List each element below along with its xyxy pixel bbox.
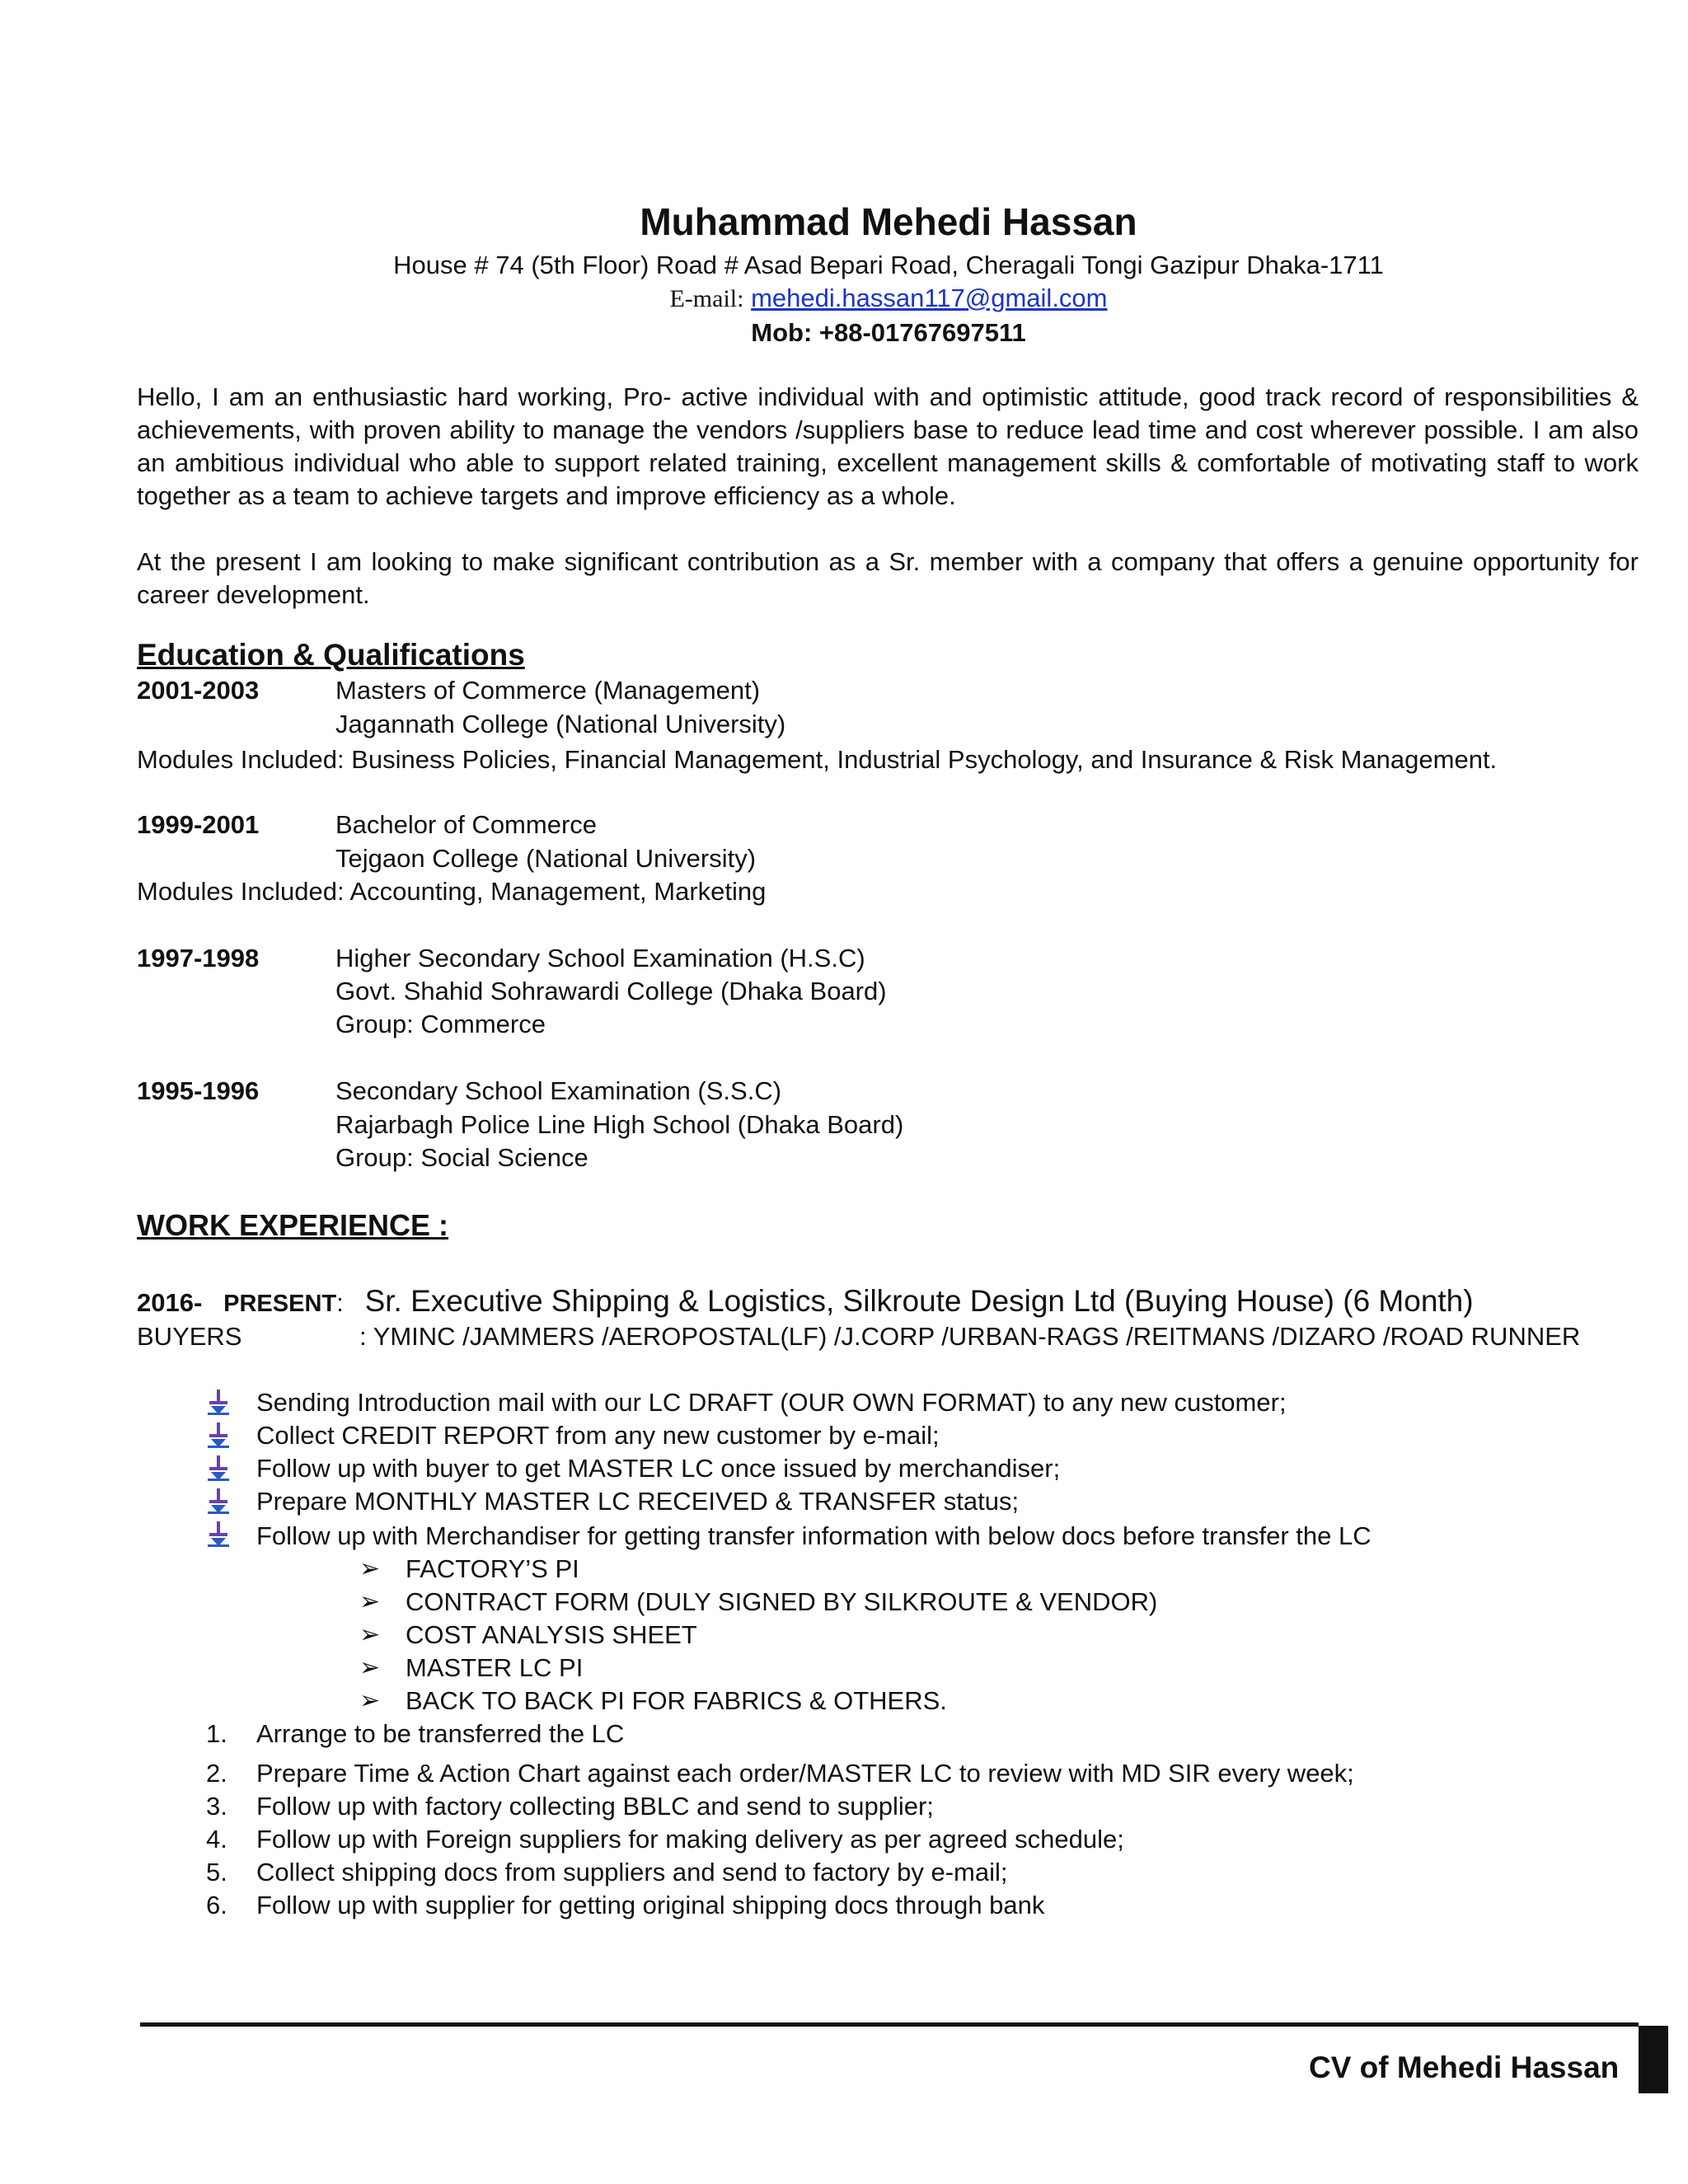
numbered-marker: 3. [206, 1792, 227, 1821]
education-institution: Jagannath College (National University) [335, 710, 786, 738]
arrow-bullet-icon: ➢ [359, 1555, 381, 1582]
arrow-bullet-icon: ➢ [359, 1654, 381, 1681]
education-heading: Education & Qualifications [137, 638, 525, 672]
numbered-item: Follow up with supplier for getting original shipping docs through bank [256, 1891, 1045, 1919]
summary-paragraph: Hello, I am an enthusiastic hard working, Pro- active individual with and optimistic attitude, good track record of responsibilities & achievements, with proven ability to manage the vendors /suppliers base to reduce lead time and cost wherever possible. I am also an ambitious individual who able to support related training, excellent management skills & comfortable of motivating staff to work together as a team to achieve targets and improve efficiency as a whole. [137, 382, 1639, 510]
doc-item: CONTRACT FORM (DULY SIGNED BY SILKROUTE & VENDOR) [406, 1587, 1158, 1616]
candidate-name: Muhammad Mehedi Hassan [640, 200, 1137, 243]
arrow-bullet-icon: ➢ [359, 1621, 381, 1648]
arrow-bullet-icon: ➢ [359, 1588, 381, 1615]
education-modules: Modules Included: Accounting, Management, Marketing [137, 877, 767, 906]
education-modules: Modules Included: Business Policies, Financial Management, Industrial Psychology, and Insurance & Risk Management. [137, 745, 1498, 774]
education-year: 2001-2003 [137, 676, 260, 705]
buyers-label: BUYERS [137, 1322, 242, 1351]
pin-icon [206, 1455, 231, 1482]
job-header [137, 1284, 1474, 1319]
doc-item: FACTORY’S PI [406, 1554, 579, 1583]
pin-icon [206, 1521, 231, 1548]
buyers-list: : YMINC /JAMMERS /AEROPOSTAL(LF) /J.CORP /URBAN-RAGS /REITMANS /DIZARO /ROAD RUNNER [359, 1322, 1581, 1351]
education-institution: Govt. Shahid Sohrawardi College (Dhaka Board) [335, 977, 887, 1005]
goal-paragraph: At the present I am looking to make significant contribution as a Sr. member with a company that offers a genuine opportunity for career development. [137, 547, 1639, 609]
education-degree: Masters of Commerce (Management) [335, 676, 761, 705]
numbered-item: Follow up with factory collecting BBLC and send to supplier; [256, 1792, 934, 1821]
doc-item: BACK TO BACK PI FOR FABRICS & OTHERS. [406, 1686, 947, 1715]
pin-icon [206, 1422, 231, 1449]
pin-icon [206, 1390, 231, 1416]
job-title: Sr. Executive Shipping & Logistics, Silkroute Design Ltd (Buying House) (6 Month) [364, 1284, 1474, 1318]
email-link[interactable]: mehedi.hassan117@gmail.com [751, 284, 1108, 312]
education-year: 1999-2001 [137, 810, 260, 839]
doc-item: COST ANALYSIS SHEET [406, 1620, 697, 1649]
doc-item: MASTER LC PI [406, 1653, 584, 1682]
work-heading: WORK EXPERIENCE : [137, 1208, 449, 1242]
duty-item: Follow up with Merchandiser for getting transfer information with below docs before transfer the LC [256, 1521, 1372, 1550]
mobile-number: Mob: +88-01767697511 [751, 318, 1026, 347]
education-degree: Higher Secondary School Examination (H.S.C) [335, 944, 865, 972]
education-year: 1995-1996 [137, 1076, 260, 1105]
duty-item: Sending Introduction mail with our LC DRAFT (OUR OWN FORMAT) to any new customer; [256, 1388, 1287, 1417]
education-degree: Secondary School Examination (S.S.C) [335, 1076, 782, 1105]
education-institution: Rajarbagh Police Line High School (Dhaka Board) [335, 1110, 904, 1139]
numbered-marker: 2. [206, 1759, 227, 1788]
numbered-item: Collect shipping docs from suppliers and send to factory by e-mail; [256, 1858, 1008, 1886]
education-degree: Bachelor of Commerce [335, 810, 598, 839]
job-colon: : [336, 1288, 344, 1317]
address: House # 74 (5th Floor) Road # Asad Bepari Road, Cheragali Tongi Gazipur Dhaka-1711 [393, 251, 1384, 279]
duty-item: Collect CREDIT REPORT from any new customer by e-mail; [256, 1421, 940, 1450]
duty-item: Prepare MONTHLY MASTER LC RECEIVED & TRANSFER status; [256, 1487, 1020, 1516]
job-years: 2016- [137, 1288, 203, 1317]
numbered-item: Prepare Time & Action Chart against each order/MASTER LC to review with MD SIR every week; [256, 1759, 1354, 1788]
job-present: PRESENT [223, 1291, 337, 1317]
education-group: Group: Commerce [335, 1010, 546, 1038]
education-institution: Tejgaon College (National University) [335, 844, 757, 873]
numbered-marker: 6. [206, 1891, 227, 1919]
arrow-bullet-icon: ➢ [359, 1687, 381, 1714]
numbered-marker: 5. [206, 1858, 227, 1886]
education-year: 1997-1998 [137, 944, 260, 972]
numbered-marker: 1. [206, 1719, 227, 1748]
email-line [0, 284, 1688, 313]
numbered-marker: 4. [206, 1825, 227, 1854]
footer-rule [140, 2022, 1639, 2027]
footer-title: CV of Mehedi Hassan [1309, 2050, 1620, 2084]
education-group: Group: Social Science [335, 1143, 588, 1172]
numbered-item: Arrange to be transferred the LC [256, 1719, 625, 1748]
email-label: E-mail: [669, 285, 744, 312]
footer-block [1639, 2026, 1668, 2093]
pin-icon [206, 1488, 231, 1515]
duty-item: Follow up with buyer to get MASTER LC once issued by merchandiser; [256, 1454, 1061, 1483]
numbered-item: Follow up with Foreign suppliers for making delivery as per agreed schedule; [256, 1825, 1124, 1854]
